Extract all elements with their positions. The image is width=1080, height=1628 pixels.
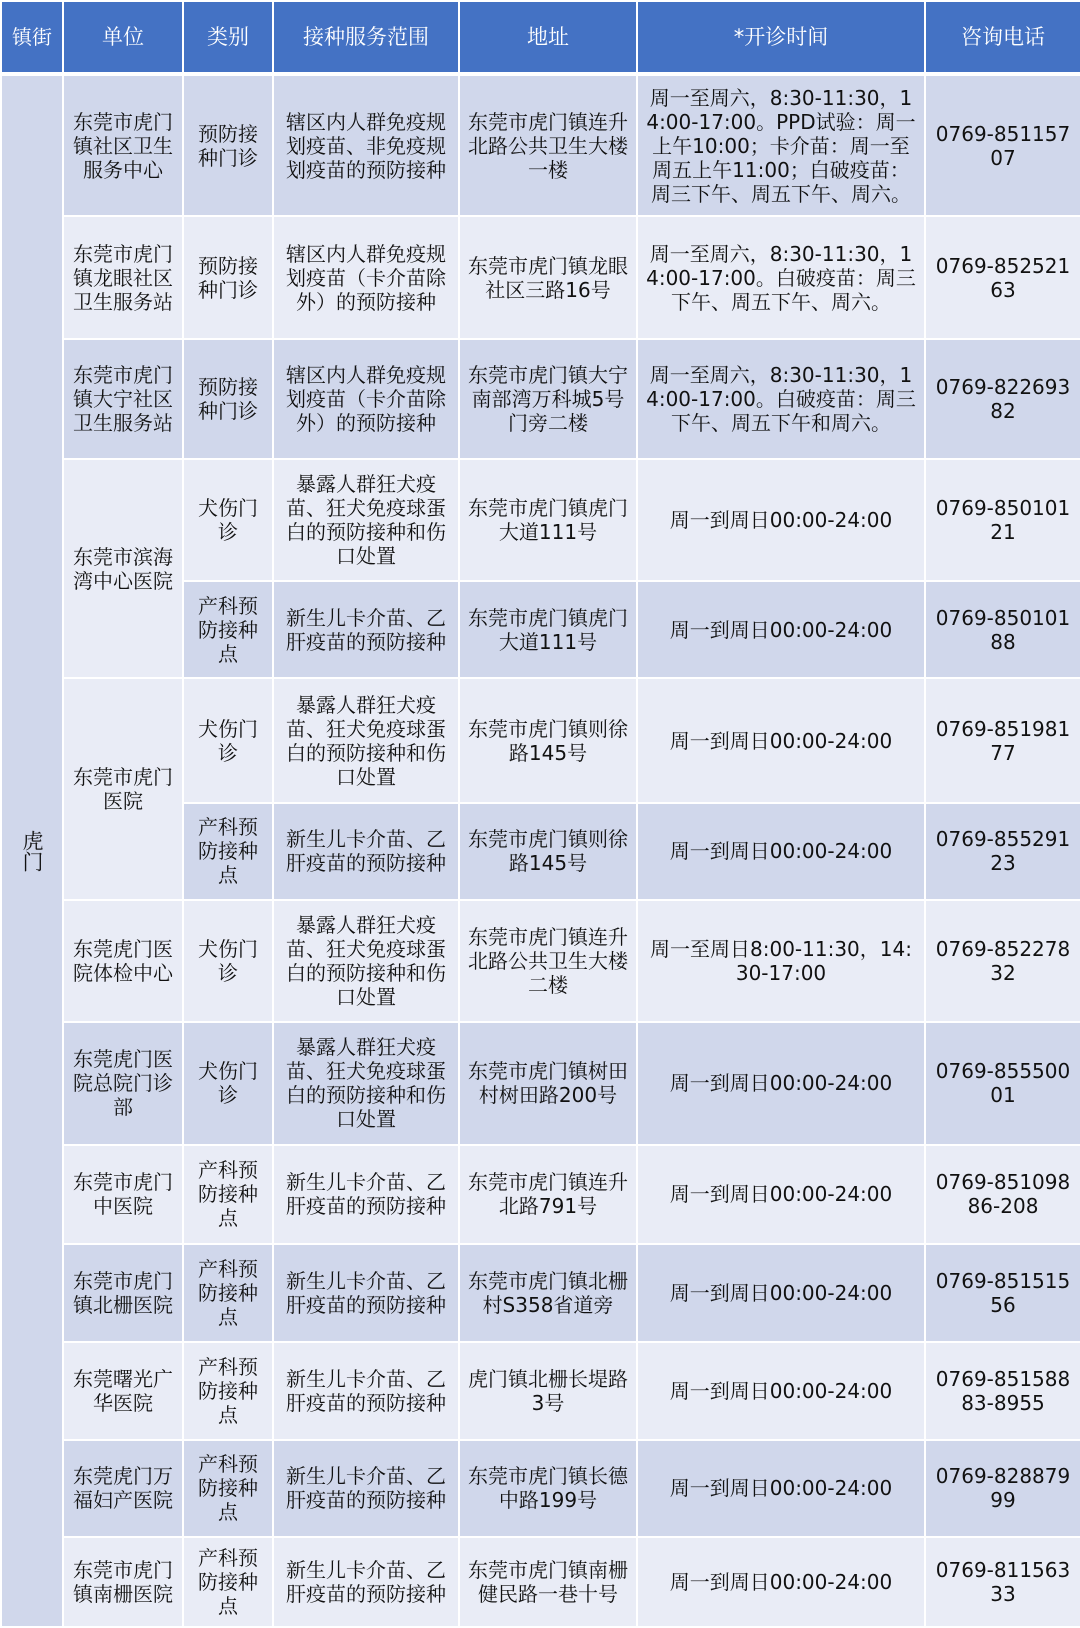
category-cell: 产科预防接种点 xyxy=(183,581,273,679)
address-cell: 东莞市虎门镇南栅健民路一巷十号 xyxy=(459,1537,637,1627)
category-cell: 预防接种门诊 xyxy=(183,74,273,216)
phone-cell: 0769-85529123 xyxy=(925,803,1080,901)
hours-cell: 周一至周六，8:30-11:30，14:00-17:00。白破疫苗：周三下午、周五下午和周六。 xyxy=(637,339,925,459)
scope-cell: 辖区内人群免疫规划疫苗、非免疫规划疫苗的预防接种 xyxy=(273,74,459,216)
category-cell: 产科预防接种点 xyxy=(183,1244,273,1342)
phone-cell: 0769-85151556 xyxy=(925,1244,1080,1342)
scope-cell: 暴露人群狂犬疫苗、狂犬免疫球蛋白的预防接种和伤口处置 xyxy=(273,900,459,1022)
phone-cell: 0769-85198177 xyxy=(925,678,1080,802)
table-row xyxy=(1,900,1080,1022)
address-cell: 东莞市虎门镇连升北路公共卫生大楼一楼 xyxy=(459,74,637,216)
scope-cell: 新生儿卡介苗、乙肝疫苗的预防接种 xyxy=(273,1244,459,1342)
phone-cell: 0769-82269382 xyxy=(925,339,1080,459)
address-cell: 东莞市虎门镇北栅村S358省道旁 xyxy=(459,1244,637,1342)
unit-cell: 东莞市虎门镇大宁社区卫生服务站 xyxy=(63,339,183,459)
category-cell: 犬伤门诊 xyxy=(183,1022,273,1144)
scope-cell: 辖区内人群免疫规划疫苗（卡介苗除外）的预防接种 xyxy=(273,216,459,338)
category-cell: 产科预防接种点 xyxy=(183,1440,273,1538)
header-unit: 单位 xyxy=(63,1,183,74)
address-cell: 虎门镇北栅长堤路3号 xyxy=(459,1342,637,1440)
hours-cell: 周一到周日00:00-24:00 xyxy=(637,1440,925,1538)
unit-cell: 东莞市虎门医院 xyxy=(63,678,183,900)
hours-cell: 周一到周日00:00-24:00 xyxy=(637,1342,925,1440)
header-phone: 咨询电话 xyxy=(925,1,1080,74)
table-row xyxy=(1,1145,1080,1245)
address-cell: 东莞市虎门镇连升北路公共卫生大楼二楼 xyxy=(459,900,637,1022)
category-cell: 犬伤门诊 xyxy=(183,900,273,1022)
unit-cell: 东莞市虎门镇社区卫生服务中心 xyxy=(63,74,183,216)
hours-cell: 周一至周六，8:30-11:30，14:00-17:00。PPD试验：周一上午10:00；卡介苗：周一至周五上午11:00；白破疫苗：周三下午、周五下午、周六。 xyxy=(637,74,925,216)
table-row xyxy=(1,459,1080,581)
unit-cell: 东莞市虎门镇北栅医院 xyxy=(63,1244,183,1342)
address-cell: 东莞市虎门镇大宁南部湾万科城5号门旁二楼 xyxy=(459,339,637,459)
hours-cell: 周一到周日00:00-24:00 xyxy=(637,1145,925,1245)
hours-cell: 周一至周日8:00-11:30，14:30-17:00 xyxy=(637,900,925,1022)
category-cell: 犬伤门诊 xyxy=(183,459,273,581)
phone-cell: 0769-85158883-8955 xyxy=(925,1342,1080,1440)
scope-cell: 辖区内人群免疫规划疫苗（卡介苗除外）的预防接种 xyxy=(273,339,459,459)
table-row xyxy=(1,1440,1080,1538)
phone-cell: 0769-82887999 xyxy=(925,1440,1080,1538)
scope-cell: 暴露人群狂犬疫苗、狂犬免疫球蛋白的预防接种和伤口处置 xyxy=(273,459,459,581)
unit-cell: 东莞市虎门中医院 xyxy=(63,1145,183,1245)
address-cell: 东莞市虎门镇长德中路199号 xyxy=(459,1440,637,1538)
unit-cell: 东莞市虎门镇龙眼社区卫生服务站 xyxy=(63,216,183,338)
unit-cell: 东莞虎门医院总院门诊部 xyxy=(63,1022,183,1144)
hours-cell: 周一到周日00:00-24:00 xyxy=(637,1022,925,1144)
phone-cell: 0769-85550001 xyxy=(925,1022,1080,1144)
scope-cell: 新生儿卡介苗、乙肝疫苗的预防接种 xyxy=(273,581,459,679)
scope-cell: 新生儿卡介苗、乙肝疫苗的预防接种 xyxy=(273,1440,459,1538)
category-cell: 预防接种门诊 xyxy=(183,216,273,338)
address-cell: 东莞市虎门镇树田村树田路200号 xyxy=(459,1022,637,1144)
phone-cell: 0769-85109886-208 xyxy=(925,1145,1080,1245)
unit-cell: 东莞市滨海湾中心医院 xyxy=(63,459,183,679)
hours-cell: 周一到周日00:00-24:00 xyxy=(637,459,925,581)
scope-cell: 新生儿卡介苗、乙肝疫苗的预防接种 xyxy=(273,1342,459,1440)
table-row xyxy=(1,1537,1080,1627)
hours-cell: 周一至周六，8:30-11:30，14:00-17:00。白破疫苗：周三下午、周五下午、周六。 xyxy=(637,216,925,338)
category-cell: 预防接种门诊 xyxy=(183,339,273,459)
table-row xyxy=(1,1342,1080,1440)
address-cell: 东莞市虎门镇则徐路145号 xyxy=(459,678,637,802)
hours-cell: 周一到周日00:00-24:00 xyxy=(637,803,925,901)
scope-cell: 新生儿卡介苗、乙肝疫苗的预防接种 xyxy=(273,1145,459,1245)
unit-cell: 东莞虎门万福妇产医院 xyxy=(63,1440,183,1538)
address-cell: 东莞市虎门镇连升北路791号 xyxy=(459,1145,637,1245)
category-cell: 产科预防接种点 xyxy=(183,1145,273,1245)
category-cell: 犬伤门诊 xyxy=(183,678,273,802)
scope-cell: 新生儿卡介苗、乙肝疫苗的预防接种 xyxy=(273,1537,459,1627)
address-cell: 东莞市虎门镇则徐路145号 xyxy=(459,803,637,901)
header-category: 类别 xyxy=(183,1,273,74)
table-row xyxy=(1,339,1080,459)
table-row xyxy=(1,1022,1080,1144)
scope-cell: 新生儿卡介苗、乙肝疫苗的预防接种 xyxy=(273,803,459,901)
phone-cell: 0769-85252163 xyxy=(925,216,1080,338)
hours-cell: 周一到周日00:00-24:00 xyxy=(637,581,925,679)
header-row xyxy=(1,1,1080,74)
unit-cell: 东莞虎门医院体检中心 xyxy=(63,900,183,1022)
phone-cell: 0769-81156333 xyxy=(925,1537,1080,1627)
header-town: 镇街 xyxy=(1,1,63,74)
hours-cell: 周一到周日00:00-24:00 xyxy=(637,678,925,802)
table-row xyxy=(1,1244,1080,1342)
phone-cell: 0769-85115707 xyxy=(925,74,1080,216)
unit-cell: 东莞市虎门镇南栅医院 xyxy=(63,1537,183,1627)
table-row xyxy=(1,216,1080,338)
table-row xyxy=(1,678,1080,802)
unit-cell: 东莞曙光广华医院 xyxy=(63,1342,183,1440)
category-cell: 产科预防接种点 xyxy=(183,1537,273,1627)
address-cell: 东莞市虎门镇龙眼社区三路16号 xyxy=(459,216,637,338)
category-cell: 产科预防接种点 xyxy=(183,803,273,901)
scope-cell: 暴露人群狂犬疫苗、狂犬免疫球蛋白的预防接种和伤口处置 xyxy=(273,1022,459,1144)
hours-cell: 周一到周日00:00-24:00 xyxy=(637,1537,925,1627)
phone-cell: 0769-85227832 xyxy=(925,900,1080,1022)
town-cell: 虎门 xyxy=(1,74,63,1627)
scope-cell: 暴露人群狂犬疫苗、狂犬免疫球蛋白的预防接种和伤口处置 xyxy=(273,678,459,802)
table-row xyxy=(1,74,1080,216)
address-cell: 东莞市虎门镇虎门大道111号 xyxy=(459,581,637,679)
address-cell: 东莞市虎门镇虎门大道111号 xyxy=(459,459,637,581)
phone-cell: 0769-85010121 xyxy=(925,459,1080,581)
category-cell: 产科预防接种点 xyxy=(183,1342,273,1440)
phone-cell: 0769-85010188 xyxy=(925,581,1080,679)
header-address: 地址 xyxy=(459,1,637,74)
header-hours: *开诊时间 xyxy=(637,1,925,74)
header-scope: 接种服务范围 xyxy=(273,1,459,74)
hours-cell: 周一到周日00:00-24:00 xyxy=(637,1244,925,1342)
